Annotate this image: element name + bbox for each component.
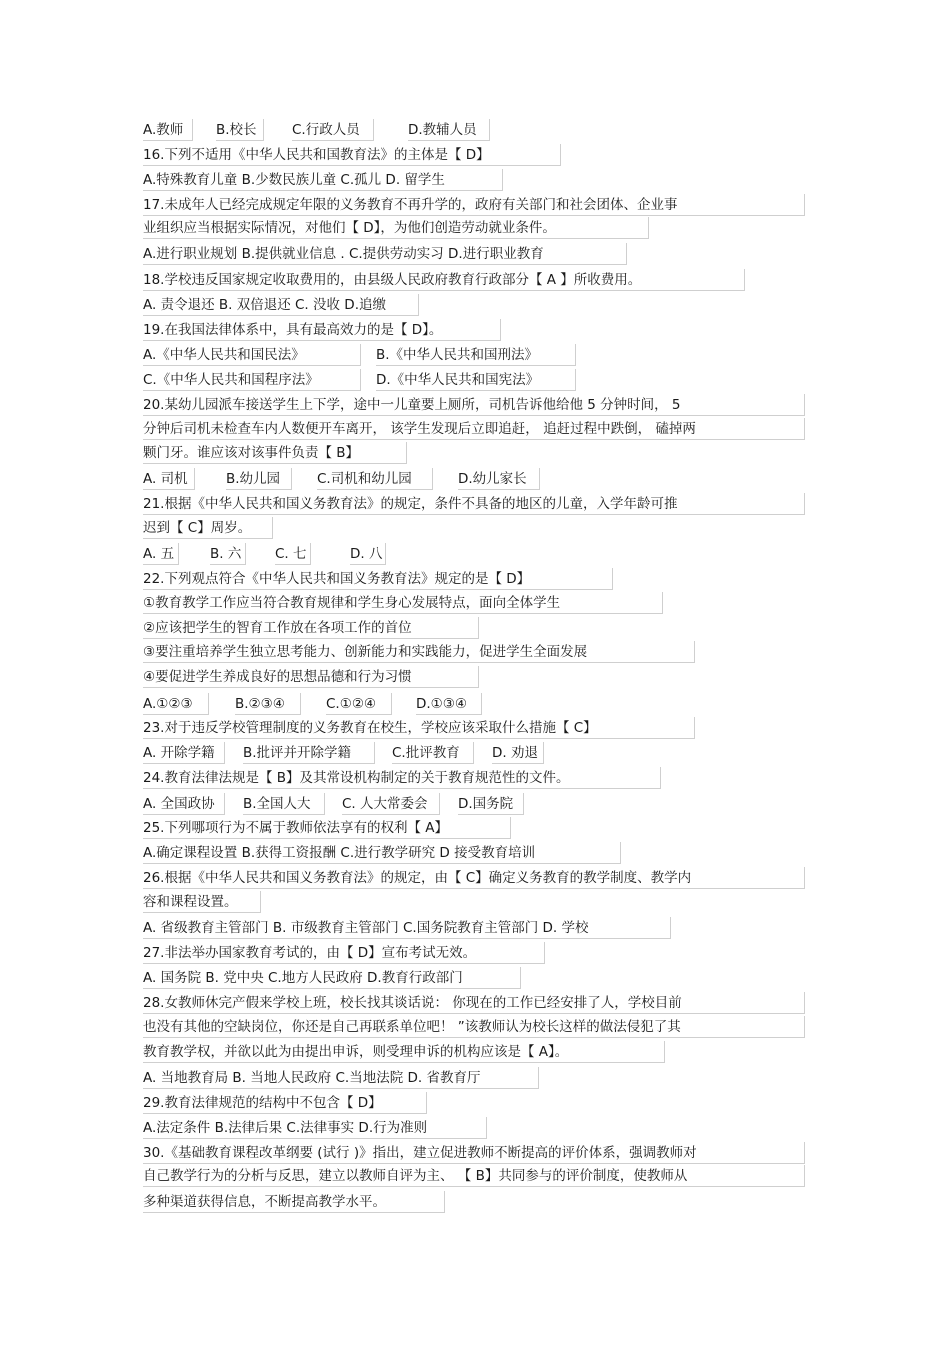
text-line bbox=[0, 269, 950, 291]
text-line bbox=[0, 891, 950, 913]
text-segment: 30.《基础教育课程改革纲要 (试行 )》指出，建立促进教师不断提高的评价体系，强调教师对 bbox=[143, 1142, 805, 1164]
text-segment: A.确定课程设置 B.获得工资报酬 C.进行教学研究 D 接受教育培训 bbox=[143, 842, 621, 864]
text-segment: A. 司机 bbox=[143, 468, 195, 490]
text-segment: C. 七 bbox=[275, 543, 311, 565]
text-line bbox=[0, 1041, 950, 1063]
text-segment: 26.根据《中华人民共和国义务教育法》的规定，由【 C】确定义务教育的教学制度、教学内 bbox=[143, 867, 805, 889]
text-segment: 21.根据《中华人民共和国义务教育法》的规定，条件不具备的地区的儿童，入学年龄可推 bbox=[143, 493, 805, 515]
text-segment: A.法定条件 B.法律后果 C.法律事实 D.行为准则 bbox=[143, 1117, 487, 1139]
text-segment: A. 五 bbox=[143, 543, 179, 565]
text-line bbox=[0, 693, 950, 715]
text-segment: 18.学校违反国家规定收取费用的，由县级人民政府教育行政部分【 A 】所收费用。 bbox=[143, 269, 745, 291]
text-line bbox=[0, 617, 950, 639]
text-segment: D. 劝退 bbox=[492, 742, 544, 764]
text-segment: D.国务院 bbox=[458, 793, 524, 815]
text-segment: D.《中华人民共和国宪法》 bbox=[376, 369, 576, 391]
text-segment: C.①②④ bbox=[326, 693, 392, 715]
text-line bbox=[0, 568, 950, 590]
text-line bbox=[0, 1142, 950, 1164]
text-segment: 29.教育法律规范的结构中不包含【 D】 bbox=[143, 1092, 427, 1114]
text-segment: A.特殊教育儿童 B.少数民族儿童 C.孤儿 D. 留学生 bbox=[143, 169, 503, 191]
text-segment: ②应该把学生的智育工作放在各项工作的首位 bbox=[143, 617, 479, 639]
text-line bbox=[0, 119, 950, 141]
text-line bbox=[0, 1191, 950, 1213]
text-segment: C. 人大常委会 bbox=[342, 793, 440, 815]
text-line bbox=[0, 144, 950, 166]
text-segment: 教育教学权，并欲以此为由提出申诉，则受理申诉的机构应该是【 A】。 bbox=[143, 1041, 665, 1063]
text-segment: A. 当地教育局 B. 当地人民政府 C.当地法院 D. 省教育厅 bbox=[143, 1067, 539, 1089]
text-segment: D.幼儿家长 bbox=[458, 468, 540, 490]
text-segment: 分钟后司机未检查车内人数便开车离开， 该学生发现后立即追赶， 追赶过程中跌倒， 磕掉两 bbox=[143, 418, 805, 440]
text-segment: ④要促进学生养成良好的思想品德和行为习惯 bbox=[143, 666, 479, 688]
text-line bbox=[0, 742, 950, 764]
text-segment: B.幼儿园 bbox=[226, 468, 292, 490]
text-segment: 19.在我国法律体系中，具有最高效力的是【 D】。 bbox=[143, 319, 501, 341]
text-line bbox=[0, 592, 950, 614]
text-line bbox=[0, 344, 950, 366]
text-segment: 容和课程设置。 bbox=[143, 891, 261, 913]
text-line bbox=[0, 717, 950, 739]
text-line bbox=[0, 442, 950, 464]
text-line bbox=[0, 1165, 950, 1187]
text-line bbox=[0, 194, 950, 216]
text-segment: ③要注重培养学生独立思考能力、创新能力和实践能力，促进学生全面发展 bbox=[143, 641, 695, 663]
text-line bbox=[0, 842, 950, 864]
text-segment: A.进行职业规划 B.提供就业信息 . C.提供劳动实习 D.进行职业教育 bbox=[143, 243, 627, 265]
text-line bbox=[0, 641, 950, 663]
text-segment: C.行政人员 bbox=[292, 119, 374, 141]
text-segment: 多种渠道获得信息，不断提高教学水平。 bbox=[143, 1191, 445, 1213]
text-segment: C.批评教育 bbox=[392, 742, 474, 764]
text-line bbox=[0, 369, 950, 391]
text-line bbox=[0, 967, 950, 989]
text-segment: 23.对于违反学校管理制度的义务教育在校生，学校应该采取什么措施【 C】 bbox=[143, 717, 695, 739]
text-line bbox=[0, 867, 950, 889]
text-line bbox=[0, 394, 950, 416]
text-segment: C.司机和幼儿园 bbox=[317, 468, 433, 490]
text-segment: A.教师 bbox=[143, 119, 193, 141]
text-line bbox=[0, 243, 950, 265]
text-segment: 25.下列哪项行为不属于教师依法享有的权利【 A】 bbox=[143, 817, 511, 839]
text-segment: 自己教学行为的分析与反思，建立以教师自评为主、 【 B】共同参与的评价制度，使教师从 bbox=[143, 1165, 805, 1187]
text-segment: 迟到【 C】周岁。 bbox=[143, 517, 273, 539]
text-line bbox=[0, 817, 950, 839]
text-line bbox=[0, 517, 950, 539]
text-segment: 22.下列观点符合《中华人民共和国义务教育法》规定的是【 D】 bbox=[143, 568, 613, 590]
text-line bbox=[0, 767, 950, 789]
text-segment: A. 国务院 B. 党中央 C.地方人民政府 D.教育行政部门 bbox=[143, 967, 521, 989]
text-segment: A. 省级教育主管部门 B. 市级教育主管部门 C.国务院教育主管部门 D. 学校 bbox=[143, 917, 671, 939]
text-line bbox=[0, 217, 950, 239]
text-segment: 28.女教师休完产假来学校上班，校长找其谈话说： 你现在的工作已经安排了人，学校目前 bbox=[143, 992, 805, 1014]
text-segment: C.《中华人民共和国程序法》 bbox=[143, 369, 361, 391]
text-line bbox=[0, 493, 950, 515]
text-segment: ①教育教学工作应当符合教育规律和学生身心发展特点，面向全体学生 bbox=[143, 592, 663, 614]
text-segment: 16.下列不适用《中华人民共和国教育法》的主体是【 D】 bbox=[143, 144, 561, 166]
text-segment: D.教辅人员 bbox=[408, 119, 490, 141]
text-segment: D.①③④ bbox=[416, 693, 482, 715]
text-segment: 27.非法举办国家教育考试的，由【 D】宣布考试无效。 bbox=[143, 942, 545, 964]
text-segment: A.①②③ bbox=[143, 693, 209, 715]
text-line bbox=[0, 543, 950, 565]
text-segment: B.批评并开除学籍 bbox=[243, 742, 375, 764]
text-segment: 也没有其他的空缺岗位，你还是自己再联系单位吧！ ”该教师认为校长这样的做法侵犯了其 bbox=[143, 1016, 805, 1038]
text-segment: A.《中华人民共和国民法》 bbox=[143, 344, 361, 366]
text-line bbox=[0, 793, 950, 815]
text-line bbox=[0, 917, 950, 939]
text-line bbox=[0, 468, 950, 490]
text-line bbox=[0, 1117, 950, 1139]
text-line bbox=[0, 319, 950, 341]
text-segment: D. 八 bbox=[350, 543, 386, 565]
text-segment: B.《中华人民共和国刑法》 bbox=[376, 344, 576, 366]
text-segment: B.全国人大 bbox=[243, 793, 325, 815]
text-line bbox=[0, 992, 950, 1014]
text-line bbox=[0, 169, 950, 191]
text-segment: 20.某幼儿园派车接送学生上下学，途中一儿童要上厕所，司机告诉他给他 5 分钟时间， 5 bbox=[143, 394, 805, 416]
text-line bbox=[0, 942, 950, 964]
text-segment: B.校长 bbox=[216, 119, 264, 141]
text-line bbox=[0, 1092, 950, 1114]
text-line bbox=[0, 418, 950, 440]
text-segment: B. 六 bbox=[210, 543, 246, 565]
text-segment: A. 开除学籍 bbox=[143, 742, 225, 764]
text-segment: 17.未成年人已经完成规定年限的义务教育不再升学的，政府有关部门和社会团体、企业事 bbox=[143, 194, 805, 216]
text-segment: B.②③④ bbox=[235, 693, 301, 715]
text-line bbox=[0, 294, 950, 316]
text-segment: 24.教育法律法规是【 B】及其常设机构制定的关于教育规范性的文件。 bbox=[143, 767, 661, 789]
text-segment: A. 责令退还 B. 双倍退还 C. 没收 D.追缴 bbox=[143, 294, 419, 316]
text-segment: A. 全国政协 bbox=[143, 793, 225, 815]
text-segment: 颗门牙。谁应该对该事件负责【 B】 bbox=[143, 442, 407, 464]
text-segment: 业组织应当根据实际情况，对他们【 D】，为他们创造劳动就业条件。 bbox=[143, 217, 649, 239]
text-line bbox=[0, 666, 950, 688]
text-line bbox=[0, 1016, 950, 1038]
text-line bbox=[0, 1067, 950, 1089]
